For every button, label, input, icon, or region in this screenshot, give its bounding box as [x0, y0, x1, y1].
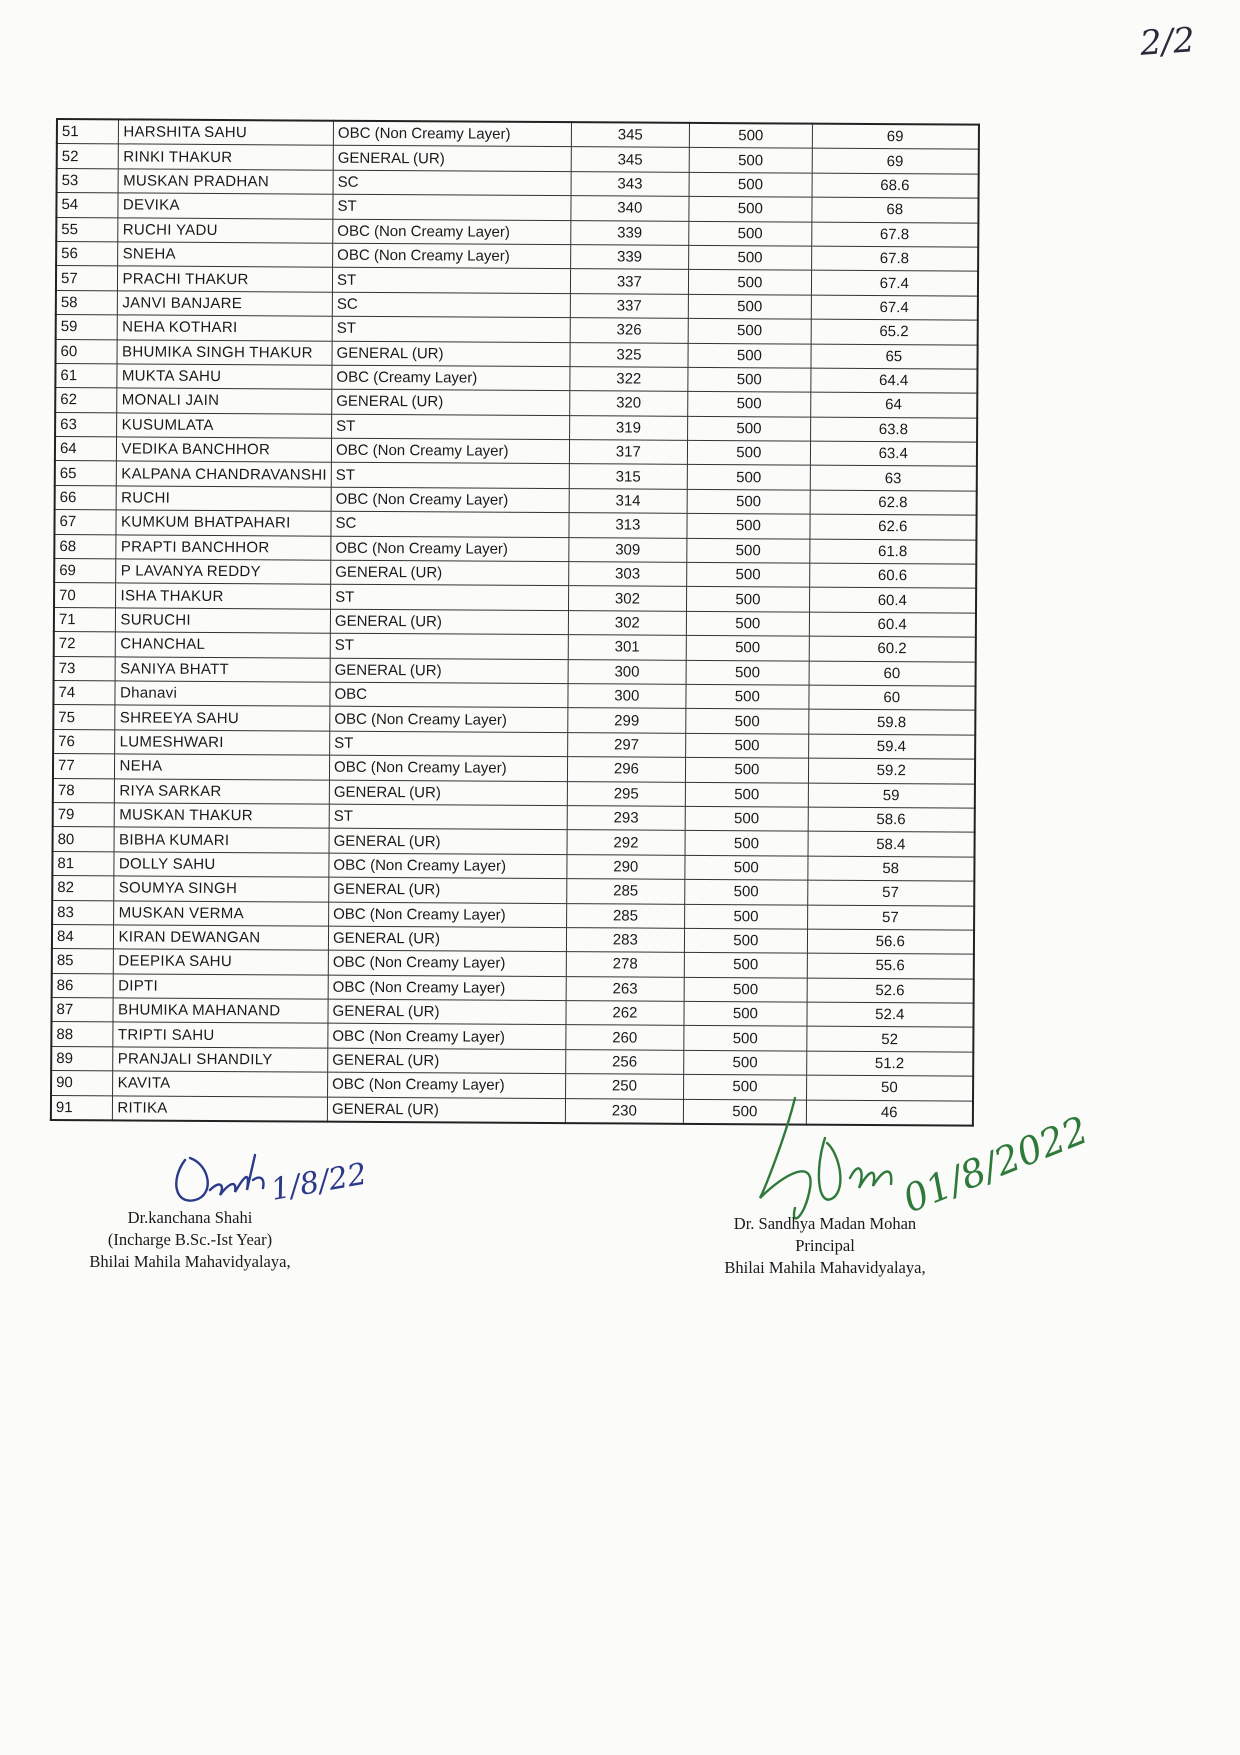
serial-number-cell: 86: [52, 973, 114, 998]
percentage-cell: 58.6: [808, 807, 975, 832]
category-cell: GENERAL (UR): [328, 926, 566, 952]
marks-obtained-cell: 278: [566, 952, 685, 977]
student-name-cell: KUSUMLATA: [117, 413, 332, 439]
student-name-cell: RINKI THAKUR: [119, 144, 334, 170]
category-cell: OBC (Non Creamy Layer): [331, 438, 569, 464]
percentage-cell: 65: [811, 344, 978, 369]
serial-number-cell: 71: [54, 607, 116, 632]
max-marks-cell: 500: [686, 758, 808, 783]
max-marks-cell: 500: [684, 953, 806, 978]
student-name-cell: KALPANA CHANDRAVANSHI: [117, 461, 332, 487]
category-cell: ST: [332, 268, 570, 294]
category-cell: GENERAL (UR): [328, 1048, 566, 1074]
max-marks-cell: 500: [690, 123, 812, 149]
percentage-cell: 67.8: [811, 246, 978, 271]
percentage-cell: 60.4: [809, 588, 976, 613]
category-cell: OBC (Non Creamy Layer): [330, 707, 568, 733]
percentage-cell: 60.4: [809, 612, 976, 637]
max-marks-cell: 500: [688, 367, 810, 392]
percentage-cell: 67.8: [811, 222, 978, 247]
student-name-cell: PRANJALI SHANDILY: [113, 1047, 328, 1073]
serial-number-cell: 62: [55, 388, 117, 413]
percentage-cell: 46: [806, 1100, 973, 1126]
category-cell: GENERAL (UR): [329, 877, 567, 903]
percentage-cell: 67.4: [811, 295, 978, 320]
serial-number-cell: 58: [56, 290, 118, 315]
category-cell: OBC (Non Creamy Layer): [331, 536, 569, 562]
percentage-cell: 69: [812, 149, 979, 174]
category-cell: GENERAL (UR): [329, 780, 567, 806]
signatory-right-role: Principal: [795, 1236, 855, 1255]
marks-obtained-cell: 317: [569, 440, 688, 465]
student-name-cell: NEHA: [115, 754, 330, 780]
student-name-cell: MUSKAN THAKUR: [115, 803, 330, 829]
student-name-cell: JANVI BANJARE: [118, 291, 333, 317]
student-name-cell: PRACHI THAKUR: [118, 266, 333, 292]
marks-obtained-cell: 285: [566, 879, 685, 904]
percentage-cell: 67.4: [811, 270, 978, 295]
signature-right-date: 01/8/2022: [896, 1107, 1095, 1222]
max-marks-cell: 500: [684, 1050, 806, 1075]
category-cell: GENERAL (UR): [327, 1097, 565, 1123]
max-marks-cell: 500: [687, 489, 809, 514]
marks-obtained-cell: 337: [570, 293, 689, 318]
marks-obtained-cell: 295: [567, 781, 686, 806]
max-marks-cell: 500: [687, 611, 809, 636]
serial-number-cell: 79: [53, 802, 115, 827]
signature-left-handwriting: [165, 1140, 370, 1215]
signature-right-block: [700, 1213, 950, 1279]
max-marks-cell: 500: [684, 1099, 806, 1125]
max-marks-cell: 500: [686, 782, 808, 807]
percentage-cell: 55.6: [807, 953, 974, 978]
percentage-cell: 62.8: [810, 490, 977, 515]
percentage-cell: 58: [807, 856, 974, 881]
marks-obtained-cell: 262: [565, 1001, 684, 1026]
percentage-cell: 51.2: [806, 1051, 973, 1076]
marks-obtained-cell: 345: [571, 122, 690, 148]
category-cell: SC: [333, 170, 571, 196]
max-marks-cell: 500: [686, 636, 808, 661]
student-name-cell: CHANCHAL: [116, 632, 331, 658]
page-number: 2/2: [1138, 20, 1197, 64]
serial-number-cell: 80: [53, 827, 115, 852]
percentage-cell: 52.6: [807, 978, 974, 1003]
marks-obtained-cell: 250: [565, 1074, 684, 1099]
signatory-right-institution: Bhilai Mahila Mahavidyalaya,: [724, 1258, 926, 1277]
category-cell: OBC (Non Creamy Layer): [329, 755, 567, 781]
marks-obtained-cell: 301: [568, 635, 687, 660]
marks-obtained-cell: 325: [570, 342, 689, 367]
marks-obtained-cell: 343: [571, 171, 690, 196]
serial-number-cell: 55: [56, 217, 118, 242]
percentage-cell: 65.2: [811, 319, 978, 344]
signatory-left-institution: Bhilai Mahila Mahavidyalaya,: [89, 1252, 291, 1271]
student-name-cell: KIRAN DEWANGAN: [114, 925, 329, 951]
category-cell: OBC (Non Creamy Layer): [333, 121, 571, 147]
percentage-cell: 61.8: [809, 539, 976, 564]
category-cell: GENERAL (UR): [331, 560, 569, 586]
serial-number-cell: 84: [52, 924, 114, 949]
student-name-cell: SOUMYA SINGH: [114, 876, 329, 902]
serial-number-cell: 51: [57, 119, 119, 144]
marks-obtained-cell: 263: [566, 976, 685, 1001]
serial-number-cell: 73: [54, 656, 116, 681]
serial-number-cell: 89: [51, 1046, 113, 1071]
percentage-cell: 63: [810, 466, 977, 491]
max-marks-cell: 500: [687, 514, 809, 539]
category-cell: OBC (Non Creamy Layer): [328, 1024, 566, 1050]
serial-number-cell: 67: [54, 510, 116, 535]
student-name-cell: RUCHI YADU: [118, 217, 333, 243]
max-marks-cell: 500: [684, 977, 806, 1002]
serial-number-cell: 68: [54, 534, 116, 559]
serial-number-cell: 69: [54, 559, 116, 584]
marks-obtained-cell: 285: [566, 903, 685, 928]
max-marks-cell: 500: [686, 660, 808, 685]
student-name-cell: SHREEYA SAHU: [115, 705, 330, 731]
marks-obtained-cell: 302: [568, 610, 687, 635]
max-marks-cell: 500: [685, 806, 807, 831]
marks-obtained-cell: 339: [570, 245, 689, 270]
category-cell: OBC (Non Creamy Layer): [328, 975, 566, 1001]
category-cell: OBC: [330, 682, 568, 708]
max-marks-cell: 500: [685, 904, 807, 929]
category-cell: GENERAL (UR): [333, 146, 571, 172]
student-name-cell: BIBHA KUMARI: [115, 827, 330, 853]
table-body: [51, 119, 979, 1126]
percentage-cell: 58.4: [808, 831, 975, 856]
student-name-cell: RUCHI: [117, 486, 332, 512]
category-cell: GENERAL (UR): [329, 829, 567, 855]
student-name-cell: VEDIKA BANCHHOR: [117, 437, 332, 463]
category-cell: ST: [331, 463, 569, 489]
category-cell: OBC (Non Creamy Layer): [328, 950, 566, 976]
student-name-cell: DOLLY SAHU: [114, 852, 329, 878]
student-name-cell: HARSHITA SAHU: [119, 119, 334, 145]
student-name-cell: PRAPTI BANCHHOR: [116, 535, 331, 561]
marks-obtained-cell: 320: [569, 391, 688, 416]
max-marks-cell: 500: [689, 245, 811, 270]
marks-obtained-cell: 319: [569, 415, 688, 440]
category-cell: OBC (Non Creamy Layer): [333, 243, 571, 269]
category-cell: ST: [331, 585, 569, 611]
percentage-cell: 57: [807, 905, 974, 930]
category-cell: GENERAL (UR): [330, 609, 568, 635]
student-name-cell: SNEHA: [118, 242, 333, 268]
serial-number-cell: 75: [53, 705, 115, 730]
serial-number-cell: 90: [51, 1071, 113, 1096]
marks-obtained-cell: 283: [566, 928, 685, 953]
percentage-cell: 64.4: [810, 368, 977, 393]
marks-obtained-cell: 230: [565, 1098, 684, 1124]
student-name-cell: RIYA SARKAR: [115, 778, 330, 804]
student-name-cell: SANIYA BHATT: [116, 656, 331, 682]
max-marks-cell: 500: [688, 294, 810, 319]
student-name-cell: SURUCHI: [116, 608, 331, 634]
max-marks-cell: 500: [688, 392, 810, 417]
max-marks-cell: 500: [687, 562, 809, 587]
serial-number-cell: 78: [53, 778, 115, 803]
marks-obtained-cell: 322: [569, 367, 688, 392]
percentage-cell: 59.8: [808, 709, 975, 734]
max-marks-cell: 500: [684, 1026, 806, 1051]
marks-obtained-cell: 292: [567, 830, 686, 855]
serial-number-cell: 56: [56, 241, 118, 266]
percentage-cell: 62.6: [809, 514, 976, 539]
category-cell: ST: [332, 414, 570, 440]
category-cell: ST: [332, 316, 570, 342]
marks-obtained-cell: 313: [568, 513, 687, 538]
marks-obtained-cell: 296: [567, 757, 686, 782]
student-name-cell: RITIKA: [113, 1095, 328, 1121]
category-cell: OBC (Non Creamy Layer): [329, 853, 567, 879]
percentage-cell: 63.8: [810, 417, 977, 442]
max-marks-cell: 500: [686, 684, 808, 709]
serial-number-cell: 64: [55, 437, 117, 462]
student-name-cell: BHUMIKA SINGH THAKUR: [117, 339, 332, 365]
percentage-cell: 52: [806, 1027, 973, 1052]
percentage-cell: 63.4: [810, 441, 977, 466]
student-name-cell: BHUMIKA MAHANAND: [113, 998, 328, 1024]
marks-obtained-cell: 326: [570, 318, 689, 343]
signatory-left-role: (Incharge B.Sc.-Ist Year): [107, 1230, 273, 1249]
percentage-cell: 59: [808, 783, 975, 808]
percentage-cell: 60.2: [809, 636, 976, 661]
serial-number-cell: 61: [55, 363, 117, 388]
category-cell: ST: [330, 731, 568, 757]
max-marks-cell: 500: [686, 709, 808, 734]
percentage-cell: 68.6: [812, 173, 979, 198]
max-marks-cell: 500: [688, 440, 810, 465]
student-name-cell: P LAVANYA REDDY: [116, 559, 331, 585]
category-cell: OBC (Non Creamy Layer): [333, 219, 571, 245]
percentage-cell: 52.4: [806, 1002, 973, 1027]
serial-number-cell: 60: [56, 339, 118, 364]
percentage-cell: 60: [809, 661, 976, 686]
serial-number-cell: 77: [53, 754, 115, 779]
marks-obtained-cell: 293: [567, 806, 686, 831]
serial-number-cell: 85: [52, 949, 114, 974]
percentage-cell: 68: [811, 197, 978, 222]
merit-list-table: [50, 118, 980, 1127]
student-name-cell: DEEPIKA SAHU: [114, 949, 329, 975]
percentage-cell: 64: [810, 392, 977, 417]
percentage-cell: 60: [808, 685, 975, 710]
max-marks-cell: 500: [689, 172, 811, 197]
student-name-cell: ISHA THAKUR: [116, 583, 331, 609]
category-cell: ST: [333, 194, 571, 220]
student-name-cell: DEVIKA: [118, 193, 333, 219]
student-name-cell: TRIPTI SAHU: [113, 1022, 328, 1048]
marks-obtained-cell: 260: [565, 1025, 684, 1050]
max-marks-cell: 500: [688, 343, 810, 368]
student-name-cell: Dhanavi: [115, 681, 330, 707]
student-name-cell: MUSKAN VERMA: [114, 900, 329, 926]
serial-number-cell: 63: [55, 412, 117, 437]
serial-number-cell: 83: [52, 900, 114, 925]
percentage-cell: 59.2: [808, 758, 975, 783]
signatory-right-name: Dr. Sandhya Madan Mohan: [733, 1214, 917, 1233]
marks-obtained-cell: 299: [567, 708, 686, 733]
marks-obtained-cell: 345: [571, 147, 690, 172]
student-name-cell: MONALI JAIN: [117, 388, 332, 414]
max-marks-cell: 500: [685, 879, 807, 904]
student-name-cell: MUSKAN PRADHAN: [119, 169, 334, 195]
max-marks-cell: 500: [689, 270, 811, 295]
marks-obtained-cell: 256: [565, 1049, 684, 1074]
student-name-cell: KUMKUM BHATPAHARI: [116, 510, 331, 536]
marks-obtained-cell: 300: [568, 659, 687, 684]
percentage-cell: 57: [807, 880, 974, 905]
serial-number-cell: 57: [56, 266, 118, 291]
serial-number-cell: 81: [52, 851, 114, 876]
category-cell: SC: [331, 511, 569, 537]
max-marks-cell: 500: [684, 1075, 806, 1100]
percentage-cell: 56.6: [807, 929, 974, 954]
signatory-left-name: Dr.kanchana Shahi: [127, 1208, 253, 1227]
max-marks-cell: 500: [689, 221, 811, 246]
marks-obtained-cell: 300: [567, 684, 686, 709]
max-marks-cell: 500: [686, 733, 808, 758]
max-marks-cell: 500: [688, 416, 810, 441]
marks-obtained-cell: 297: [567, 732, 686, 757]
max-marks-cell: 500: [685, 928, 807, 953]
max-marks-cell: 500: [684, 1001, 806, 1026]
marks-obtained-cell: 314: [569, 488, 688, 513]
serial-number-cell: 88: [51, 1022, 113, 1047]
marks-obtained-cell: 337: [570, 269, 689, 294]
marks-obtained-cell: 303: [568, 562, 687, 587]
marks-obtained-cell: 290: [566, 854, 685, 879]
category-cell: GENERAL (UR): [332, 341, 570, 367]
serial-number-cell: 65: [55, 461, 117, 486]
category-cell: ST: [329, 804, 567, 830]
max-marks-cell: 500: [685, 855, 807, 880]
marks-obtained-cell: 315: [569, 464, 688, 489]
student-name-cell: NEHA KOTHARI: [118, 315, 333, 341]
signature-left-date: 1/8/22: [268, 1156, 370, 1208]
percentage-cell: 69: [812, 124, 979, 150]
student-name-cell: KAVITA: [113, 1071, 328, 1097]
percentage-cell: 50: [806, 1075, 973, 1100]
category-cell: SC: [332, 292, 570, 318]
max-marks-cell: 500: [688, 318, 810, 343]
category-cell: GENERAL (UR): [330, 658, 568, 684]
percentage-cell: 60.6: [809, 563, 976, 588]
serial-number-cell: 54: [56, 193, 118, 218]
max-marks-cell: 500: [685, 831, 807, 856]
serial-number-cell: 66: [55, 485, 117, 510]
serial-number-cell: 82: [52, 876, 114, 901]
serial-number-cell: 91: [51, 1095, 113, 1120]
category-cell: OBC (Non Creamy Layer): [329, 902, 567, 928]
student-name-cell: DIPTI: [114, 974, 329, 1000]
serial-number-cell: 70: [54, 583, 116, 608]
percentage-cell: 59.4: [808, 734, 975, 759]
serial-number-cell: 52: [57, 144, 119, 169]
max-marks-cell: 500: [687, 538, 809, 563]
signature-left-block: [60, 1207, 320, 1273]
category-cell: OBC (Non Creamy Layer): [331, 487, 569, 513]
max-marks-cell: 500: [689, 148, 811, 173]
max-marks-cell: 500: [689, 197, 811, 222]
serial-number-cell: 76: [53, 729, 115, 754]
max-marks-cell: 500: [687, 465, 809, 490]
marks-obtained-cell: 302: [568, 586, 687, 611]
category-cell: GENERAL (UR): [328, 999, 566, 1025]
marks-obtained-cell: 339: [570, 220, 689, 245]
serial-number-cell: 74: [53, 680, 115, 705]
marks-obtained-cell: 340: [570, 196, 689, 221]
marks-obtained-cell: 309: [568, 537, 687, 562]
student-name-cell: LUMESHWARI: [115, 730, 330, 756]
max-marks-cell: 500: [687, 587, 809, 612]
serial-number-cell: 87: [51, 998, 113, 1023]
category-cell: GENERAL (UR): [332, 389, 570, 415]
serial-number-cell: 72: [54, 632, 116, 657]
student-name-cell: MUKTA SAHU: [117, 364, 332, 390]
category-cell: OBC (Non Creamy Layer): [328, 1072, 566, 1098]
category-cell: OBC (Creamy Layer): [332, 365, 570, 391]
category-cell: ST: [330, 633, 568, 659]
serial-number-cell: 53: [57, 168, 119, 193]
serial-number-cell: 59: [56, 315, 118, 340]
